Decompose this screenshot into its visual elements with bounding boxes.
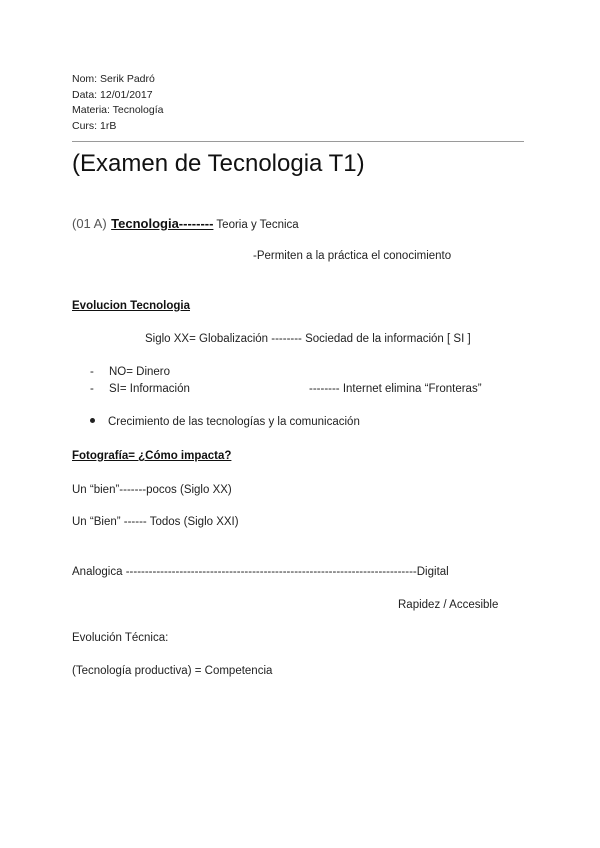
dash-item-detail: -------- Internet elimina “Fronteras” xyxy=(309,383,482,395)
course: Curs: 1rB xyxy=(72,119,117,132)
header-divider xyxy=(72,141,524,142)
fotografia-heading: Fotografía= ¿Cómo impacta? xyxy=(72,450,232,462)
dash-marker: - xyxy=(90,366,94,378)
bullet-item xyxy=(90,416,360,428)
section-number: (01 A) xyxy=(72,216,107,231)
tecnica-heading: Evolución Técnica: xyxy=(72,632,169,644)
student-name: Nom: Serik Padró xyxy=(72,73,155,85)
dash-item xyxy=(90,383,190,395)
section-term: Tecnologia-------- xyxy=(111,216,214,231)
subject: Materia: Tecnología xyxy=(72,104,164,116)
bullet-dot-icon xyxy=(90,418,95,423)
siglo-line: Siglo XX= Globalización -------- Sociedad de la información [ SI ] xyxy=(145,333,471,345)
document-title: (Examen de Tecnologia T1) xyxy=(72,150,365,177)
exam-date: Data: 12/01/2017 xyxy=(72,88,153,101)
bullet-item-text: Crecimiento de las tecnologías y la comunicación xyxy=(108,416,360,428)
fotografia-line-2: Un “Bien” ------ Todos (Siglo XXI) xyxy=(72,516,239,528)
section-note: -Permiten a la práctica el conocimiento xyxy=(253,250,452,262)
analogica-line: Analogica ----------------------------------------------------------------------------Digital xyxy=(72,566,449,578)
dash-item-text: SI= Información xyxy=(109,383,190,395)
dash-marker: - xyxy=(90,383,94,395)
section-tecnologia xyxy=(72,215,299,233)
dash-item xyxy=(90,366,170,378)
dash-item-text: NO= Dinero xyxy=(109,366,171,378)
evolucion-heading: Evolucion Tecnologia xyxy=(72,300,190,312)
fotografia-line-1: Un “bien”-------pocos (Siglo XX) xyxy=(72,484,232,496)
analogica-qualities: Rapidez / Accesible xyxy=(398,599,499,611)
tecnica-line: (Tecnología productiva) = Competencia xyxy=(72,665,273,677)
section-definition: Teoria y Tecnica xyxy=(213,219,299,231)
